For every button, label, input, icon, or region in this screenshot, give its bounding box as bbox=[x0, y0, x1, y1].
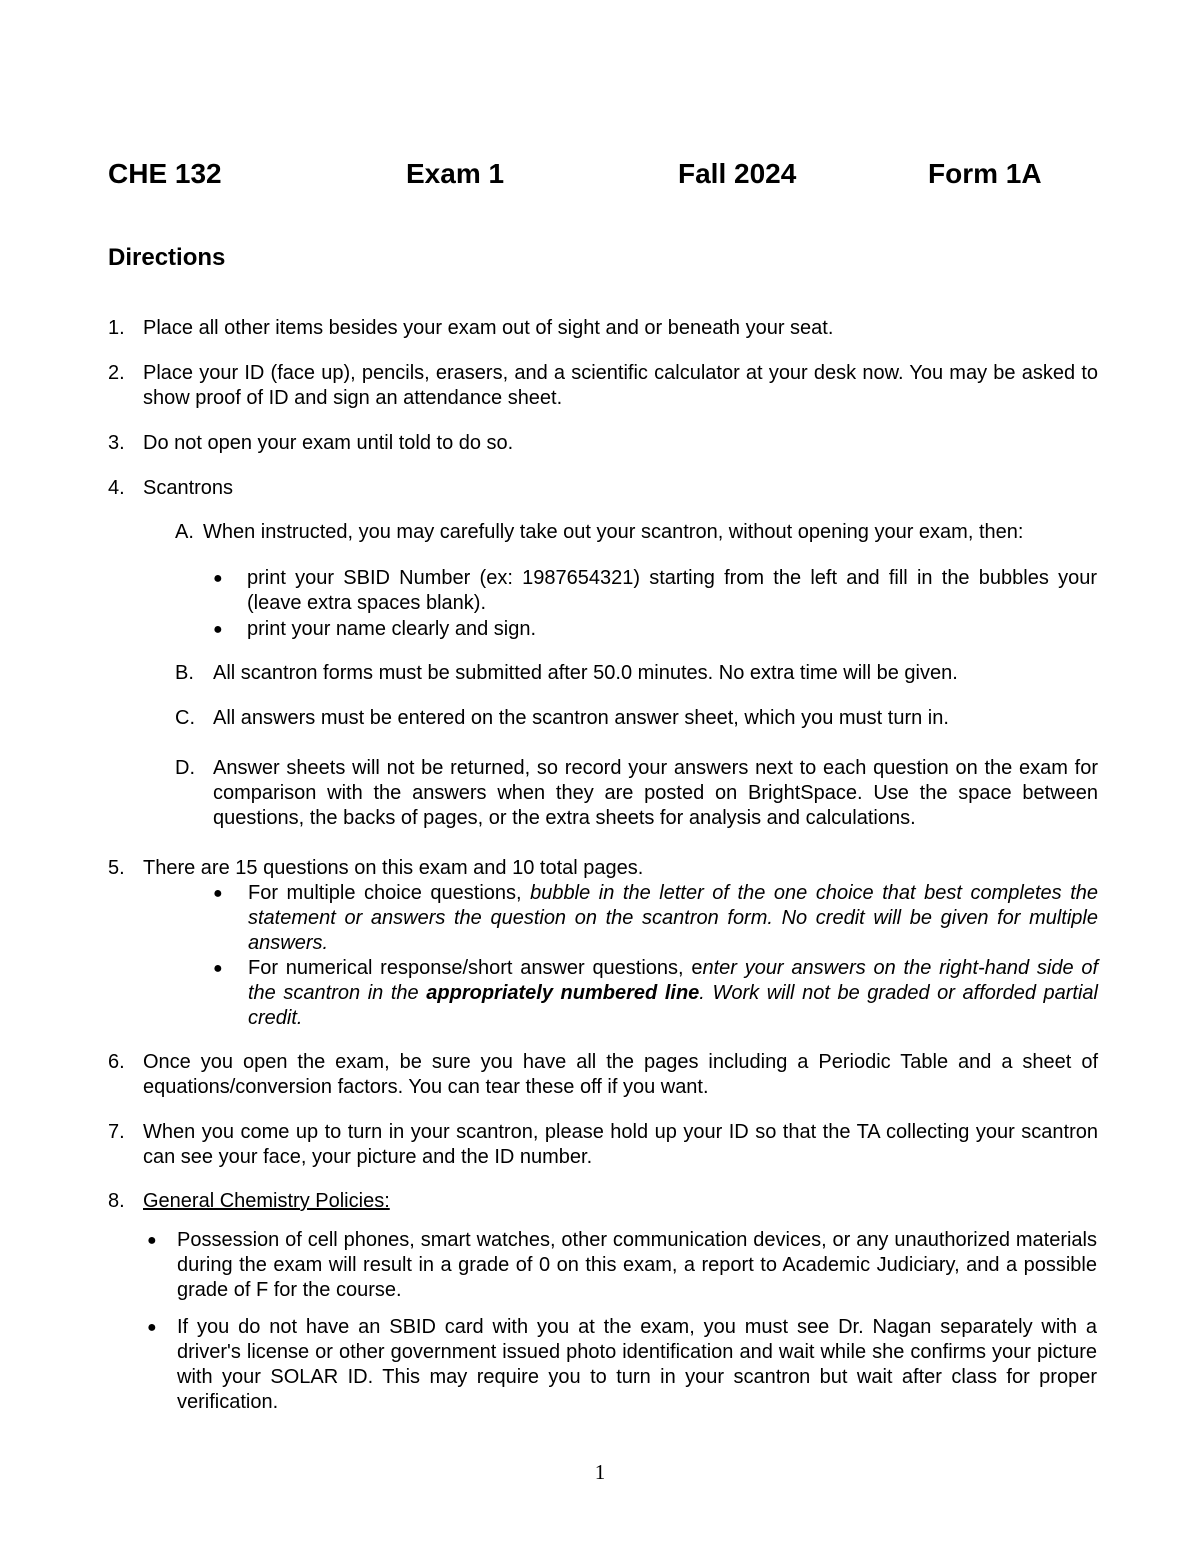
item-number: 2. bbox=[108, 362, 125, 384]
bullet-icon: ● bbox=[213, 570, 223, 587]
bullet-icon: ● bbox=[213, 621, 223, 638]
exam-header bbox=[108, 157, 1108, 191]
bullet-icon: ● bbox=[147, 1232, 157, 1249]
step-text: When instructed, you may carefully take out your scantron, without opening your exam, then: bbox=[203, 521, 1024, 543]
bullet-text: If you do not have an SBID card with you at the exam, you must see Dr. Nagan separately with a driver's license or other government issued photo identification and wait while she confirms your picture with your SOLAR ID. This may require you to turn in your scantron but wait after class for proper verification. bbox=[177, 1316, 1097, 1413]
item-number: 4. bbox=[108, 477, 125, 499]
item-text: Once you open the exam, be sure you have all the pages including a Periodic Table and a sheet of equations/conversion factors. You can tear these off if you want. bbox=[143, 1051, 1098, 1098]
exam-term: Fall 2024 bbox=[678, 158, 797, 189]
step-text: All scantron forms must be submitted after 50.0 minutes. No extra time will be given. bbox=[213, 662, 958, 684]
item-text: When you come up to turn in your scantron, please hold up your ID so that the TA collecting your scantron can see your face, your picture and the ID number. bbox=[143, 1121, 1098, 1168]
step-text: All answers must be entered on the scantron answer sheet, which you must turn in. bbox=[213, 707, 949, 729]
step-letter: C. bbox=[175, 707, 195, 729]
item-text: Do not open your exam until told to do so. bbox=[143, 432, 514, 454]
bullet-text: print your SBID Number (ex: 1987654321) starting from the left and fill in the bubbles your (leave extra spaces blank). bbox=[247, 567, 1097, 614]
step-letter: A. bbox=[175, 521, 194, 543]
step-text: Answer sheets will not be returned, so record your answers next to each question on the exam for comparison with the answers when they are posted on BrightSpace. Use the space between questions, the backs of pages, or the extra sheets for analysis and calculations. bbox=[213, 757, 1098, 829]
item-number: 1. bbox=[108, 317, 125, 339]
exam-number: Exam 1 bbox=[406, 158, 505, 189]
step-letter: D. bbox=[175, 757, 195, 779]
bullet-icon: ● bbox=[213, 960, 223, 977]
item-number: 6. bbox=[108, 1051, 125, 1073]
item-text: Place all other items besides your exam out of sight and or beneath your seat. bbox=[143, 317, 834, 339]
item-text: There are 15 questions on this exam and 10 total pages. bbox=[143, 857, 644, 879]
item-number: 8. bbox=[108, 1190, 125, 1212]
bullet-text: Possession of cell phones, smart watches, other communication devices, or any unauthorized materials during the exam will result in a grade of 0 on this exam, a report to Academic Judiciary, and a possible grade of F for the course. bbox=[177, 1229, 1097, 1301]
item-number: 3. bbox=[108, 432, 125, 454]
bullet-text: For numerical response/short answer questions, enter your answers on the right-hand side of the scantron in the appropriately numbered line. Work will not be graded or afforded partial credit. bbox=[248, 957, 1099, 1029]
course-code: CHE 132 bbox=[108, 158, 222, 189]
item-text: Scantrons bbox=[143, 477, 234, 499]
policies-heading: General Chemistry Policies: bbox=[143, 1190, 390, 1212]
exam-form: Form 1A bbox=[928, 158, 1042, 189]
directions-heading: Directions bbox=[108, 244, 226, 271]
bullet-text: print your name clearly and sign. bbox=[247, 618, 537, 640]
item-number: 7. bbox=[108, 1121, 125, 1143]
item-text: Place your ID (face up), pencils, erasers, and a scientific calculator at your desk now. You may be asked to show proof of ID and sign an attendance sheet. bbox=[143, 362, 1098, 409]
step-letter: B. bbox=[175, 662, 194, 684]
page-number: 1 bbox=[594, 1460, 606, 1484]
item-number: 5. bbox=[108, 857, 125, 879]
bullet-text: For multiple choice questions, bubble in the letter of the one choice that best completes the statement or answers the question on the scantron form. No credit will be given for multiple answers. bbox=[248, 882, 1098, 954]
bullet-icon: ● bbox=[147, 1319, 157, 1336]
bullet-icon: ● bbox=[213, 885, 223, 902]
